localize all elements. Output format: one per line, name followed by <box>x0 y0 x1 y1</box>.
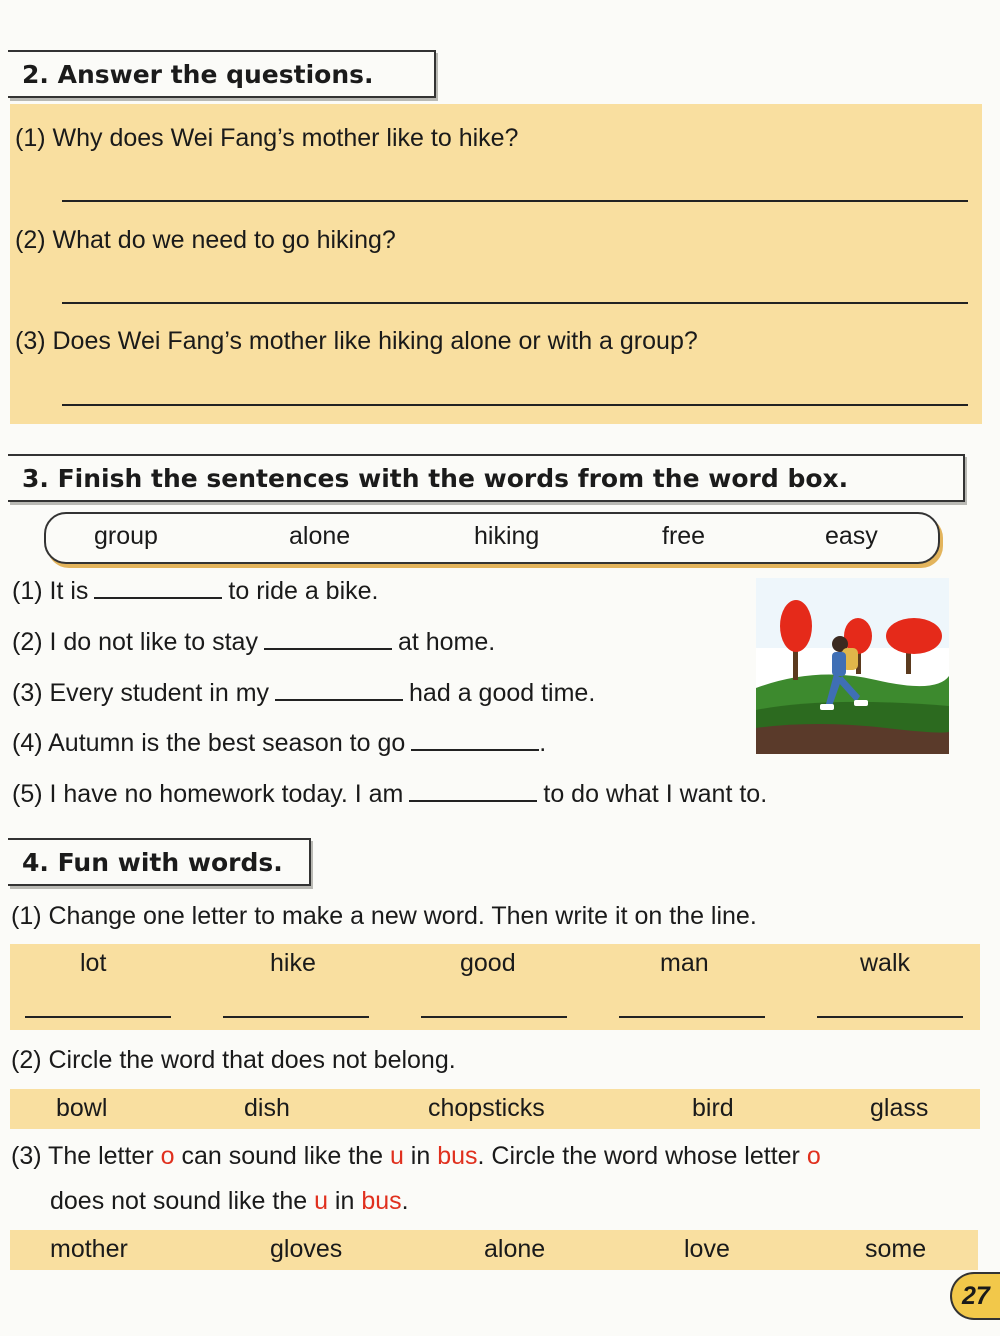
change-word: hike <box>270 949 316 977</box>
sound-word[interactable]: gloves <box>270 1235 343 1263</box>
blank[interactable] <box>94 577 222 599</box>
change-word: good <box>460 949 516 977</box>
section-4-title: 4. Fun with words. <box>22 848 283 877</box>
odd-one-out-word[interactable]: bird <box>692 1094 734 1122</box>
word-box-item: group <box>94 522 158 550</box>
page-number: 27 <box>962 1282 990 1310</box>
section-2-title: 2. Answer the questions. <box>22 60 374 89</box>
question-3: (3) Does Wei Fang’s mother like hiking alone or with a group? <box>15 327 698 355</box>
part-2-instruction: (2) Circle the word that does not belong. <box>11 1046 456 1074</box>
section-3-header <box>8 454 965 502</box>
section-4-header <box>8 838 311 886</box>
odd-one-out-word[interactable]: bowl <box>56 1094 108 1122</box>
sound-word[interactable]: love <box>684 1235 730 1263</box>
part-3-instruction-line-2: does not sound like the u in bus. <box>50 1187 409 1215</box>
new-word-line[interactable] <box>223 1016 369 1018</box>
change-word: lot <box>80 949 107 977</box>
answer-line-1[interactable] <box>62 200 968 202</box>
section-3-title: 3. Finish the sentences with the words from the word box. <box>22 464 849 493</box>
odd-one-out-word[interactable]: glass <box>870 1094 929 1122</box>
word-box-item: free <box>662 522 706 550</box>
answer-line-2[interactable] <box>62 302 968 304</box>
word-box-item: hiking <box>474 522 540 550</box>
blank[interactable] <box>275 679 403 701</box>
section-2-header <box>8 50 436 98</box>
hiking-illustration <box>756 578 949 754</box>
question-1: (1) Why does Wei Fang’s mother like to hike? <box>15 124 519 152</box>
blank[interactable] <box>264 628 392 650</box>
sentence-4: (4) Autumn is the best season to go . <box>12 729 547 757</box>
tree-icon <box>886 618 942 654</box>
blank[interactable] <box>409 780 537 802</box>
blank[interactable] <box>411 729 539 751</box>
part-1-instruction: (1) Change one letter to make a new word. Then write it on the line. <box>11 902 757 930</box>
new-word-line[interactable] <box>421 1016 567 1018</box>
answer-line-3[interactable] <box>62 404 968 406</box>
sentence-2: (2) I do not like to stay at home. <box>12 628 496 656</box>
sound-word[interactable]: some <box>865 1235 927 1263</box>
odd-one-out-word[interactable]: chopsticks <box>428 1094 545 1122</box>
odd-one-out-word[interactable]: dish <box>244 1094 290 1122</box>
word-box-item: alone <box>289 522 351 550</box>
sentence-1: (1) It is to ride a bike. <box>12 577 379 605</box>
page-number-badge <box>950 1272 1000 1320</box>
change-word: man <box>660 949 709 977</box>
question-2: (2) What do we need to go hiking? <box>15 226 396 254</box>
new-word-line[interactable] <box>25 1016 171 1018</box>
sound-word[interactable]: alone <box>484 1235 546 1263</box>
part-3-instruction-line-1: (3) The letter o can sound like the u in bus. Circle the word whose letter o <box>11 1142 821 1170</box>
sentence-5: (5) I have no homework today. I am to do what I want to. <box>12 780 768 808</box>
change-word: walk <box>860 949 911 977</box>
word-box-item: easy <box>825 522 878 550</box>
tree-icon <box>780 600 812 652</box>
sentence-3: (3) Every student in my had a good time. <box>12 679 596 707</box>
new-word-line[interactable] <box>817 1016 963 1018</box>
sound-word[interactable]: mother <box>50 1235 128 1263</box>
new-word-line[interactable] <box>619 1016 765 1018</box>
